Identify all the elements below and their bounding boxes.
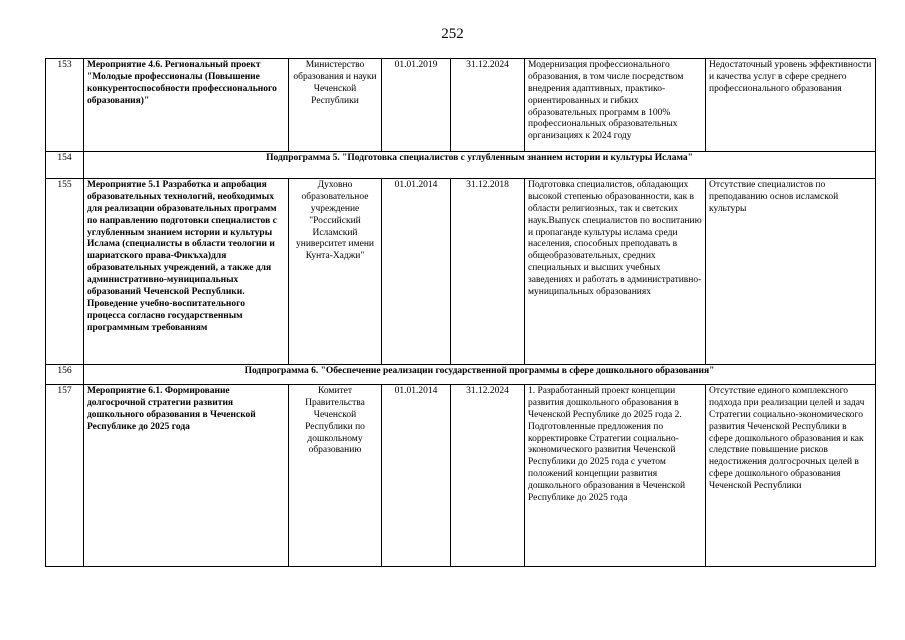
row-number: 154 <box>46 152 84 179</box>
problem: Отсутствие единого комплексного подхода при реализации целей и задач Стратегии социально-экономического развития Чеченской Республики в сфере дошкольного образования и как следствие повышение рисков недостижения долгосрочных целей в сфере дошкольного образования Чеченской Республики <box>706 385 876 567</box>
end-date: 31.12.2018 <box>451 179 525 365</box>
expected-result: 1. Разработанный проект концепции развития дошкольного образования в Чеченской Республике до 2025 года 2. Подготовленные предложения по корректировке Стратегии социально-экономического развития Чеченской Республики до 2025 года с учетом положений концепции развития дошкольного образования в Чеченской Республике до 2025 года <box>525 385 706 567</box>
program-table <box>45 58 876 567</box>
expected-result: Подготовка специалистов, обладающих высокой степенью образованности, как в области религиозных, так и светских наук.Выпуск специалистов по воспитанию и пропаганде культуры ислама среди населения, способных преподавать в общеобразовательных, средних специальных и высших учебных заведениях и работать в административно-муниципальных образованиях <box>525 179 706 365</box>
start-date: 01.01.2019 <box>382 59 451 152</box>
executor: Комитет Правительства Чеченской Республики по дошкольному образованию <box>289 385 382 567</box>
row-number: 155 <box>46 179 84 365</box>
subprogram-row <box>46 365 876 385</box>
executor: Духовно образовательное учреждение "Российский Исламский университет имени Кунта-Хаджи" <box>289 179 382 365</box>
subprogram-title: Подпрограмма 5. "Подготовка специалистов с углубленным знанием истории и культуры Ислама" <box>84 152 876 179</box>
table-row <box>46 59 876 152</box>
activity-title: Мероприятие 4.6. Региональный проект "Молодые профессионалы (Повышение конкурентоспособности профессионального образования)" <box>84 59 289 152</box>
table-row <box>46 179 876 365</box>
subprogram-row <box>46 152 876 179</box>
row-number: 153 <box>46 59 84 152</box>
subprogram-title: Подпрограмма 6. "Обеспечение реализации государственной программы в сфере дошкольного образования" <box>84 365 876 385</box>
end-date: 31.12.2024 <box>451 385 525 567</box>
start-date: 01.01.2014 <box>382 385 451 567</box>
end-date: 31.12.2024 <box>451 59 525 152</box>
table-row <box>46 385 876 567</box>
activity-title: Мероприятие 6.1. Формирование долгосрочной стратегии развития дошкольного образования в Чеченской Республике до 2025 года <box>84 385 289 567</box>
problem: Недостаточный уровень эффективности и качества услуг в сфере среднего профессионального образования <box>706 59 876 152</box>
executor: Министерство образования и науки Чеченской Республики <box>289 59 382 152</box>
problem: Отсутствие специалистов по преподаванию основ исламской культуры <box>706 179 876 365</box>
page-number: 252 <box>441 26 464 42</box>
activity-title: Мероприятие 5.1 Разработка и апробация образовательных технологий, необходимых для реализации образовательных программ по направлению подготовки специалистов с углубленным знанием истории и культуры Ислама (специалисты в области теологии и шариатского права-Фикъха)для образовательных учреждений, а также для административно-муниципальных образований Чеченской Республики. Проведение учебно-воспитательного процесса согласно государственным программным требованиям <box>84 179 289 365</box>
start-date: 01.01.2014 <box>382 179 451 365</box>
row-number: 157 <box>46 385 84 567</box>
row-number: 156 <box>46 365 84 385</box>
expected-result: Модернизация профессионального образования, в том числе посредством внедрения адаптивных, практико-ориентированных и гибких образовательных программ в 100% профессиональных образовательных организациях к 2024 году <box>525 59 706 152</box>
